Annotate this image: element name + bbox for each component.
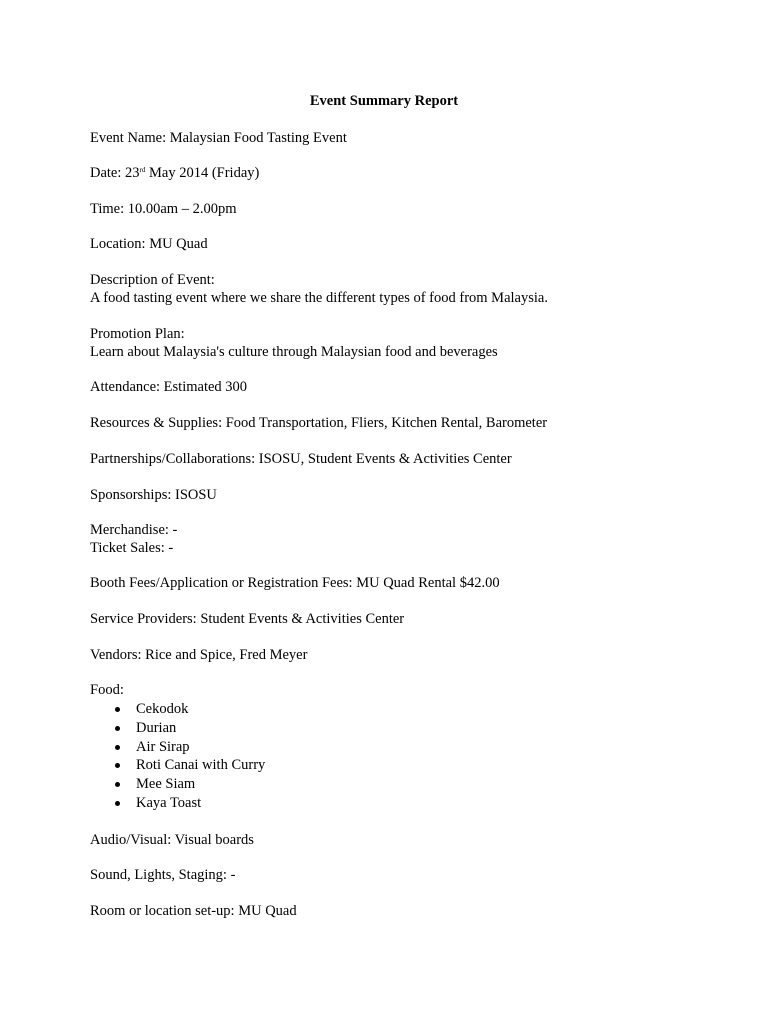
merchandise-line: Merchandise: - [90, 522, 178, 538]
bullet-icon [115, 745, 120, 750]
booth-fees-line: Booth Fees/Application or Registration Fees: MU Quad Rental $42.00 [90, 575, 500, 591]
food-item-label: Cekodok [136, 701, 189, 717]
description-text: A food tasting event where we share the different types of food from Malaysia. [90, 290, 548, 306]
food-item-label: Kaya Toast [136, 794, 202, 811]
report-title: Event Summary Report [309, 93, 459, 109]
room-setup-line: Room or location set-up: MU Quad [90, 903, 297, 919]
list-item [90, 756, 265, 775]
bullet-icon [115, 726, 120, 731]
service-providers-line: Service Providers: Student Events & Activities Center [90, 611, 405, 627]
vendors-line: Vendors: Rice and Spice, Fred Meyer [90, 647, 308, 663]
list-item [90, 794, 265, 813]
resources-line: Resources & Supplies: Food Transportation, Fliers, Kitchen Rental, Barometer [90, 415, 548, 431]
description-label: Description of Event: [90, 272, 215, 288]
food-item-label: Mee Siam [136, 776, 196, 793]
event-name-line: Event Name: Malaysian Food Tasting Event [90, 130, 347, 146]
date-rest: May 2014 (Friday) [145, 165, 260, 181]
food-label: Food: [90, 682, 124, 698]
promotion-label: Promotion Plan: [90, 326, 185, 342]
audio-visual-line: Audio/Visual: Visual boards [90, 832, 254, 848]
list-item [90, 738, 265, 757]
food-item-label: Durian [136, 719, 177, 736]
bullet-icon [115, 782, 120, 787]
list-item [90, 700, 265, 719]
location-line: Location: MU Quad [90, 236, 208, 252]
bullet-icon [115, 763, 120, 768]
promotion-text: Learn about Malaysia's culture through Malaysian food and beverages [90, 344, 498, 360]
bullet-icon [115, 707, 120, 712]
time-line: Time: 10.00am – 2.00pm [90, 201, 237, 217]
sponsorships-line: Sponsorships: ISOSU [90, 487, 217, 503]
partnerships-line: Partnerships/Collaborations: ISOSU, Student Events & Activities Center [90, 451, 512, 467]
list-item [90, 719, 265, 738]
date-prefix: Date: 23 [90, 165, 140, 181]
bullet-icon [115, 801, 120, 806]
sound-lights-line: Sound, Lights, Staging: - [90, 867, 236, 883]
food-item-label: Air Sirap [136, 738, 190, 755]
attendance-line: Attendance: Estimated 300 [90, 379, 248, 395]
ticket-sales-line: Ticket Sales: - [90, 540, 174, 556]
food-list [90, 700, 265, 813]
food-item-label: Roti Canai with Curry [136, 757, 266, 774]
list-item [90, 775, 265, 794]
date-ordinal-suffix: rd [139, 166, 146, 174]
date-line [90, 164, 259, 182]
